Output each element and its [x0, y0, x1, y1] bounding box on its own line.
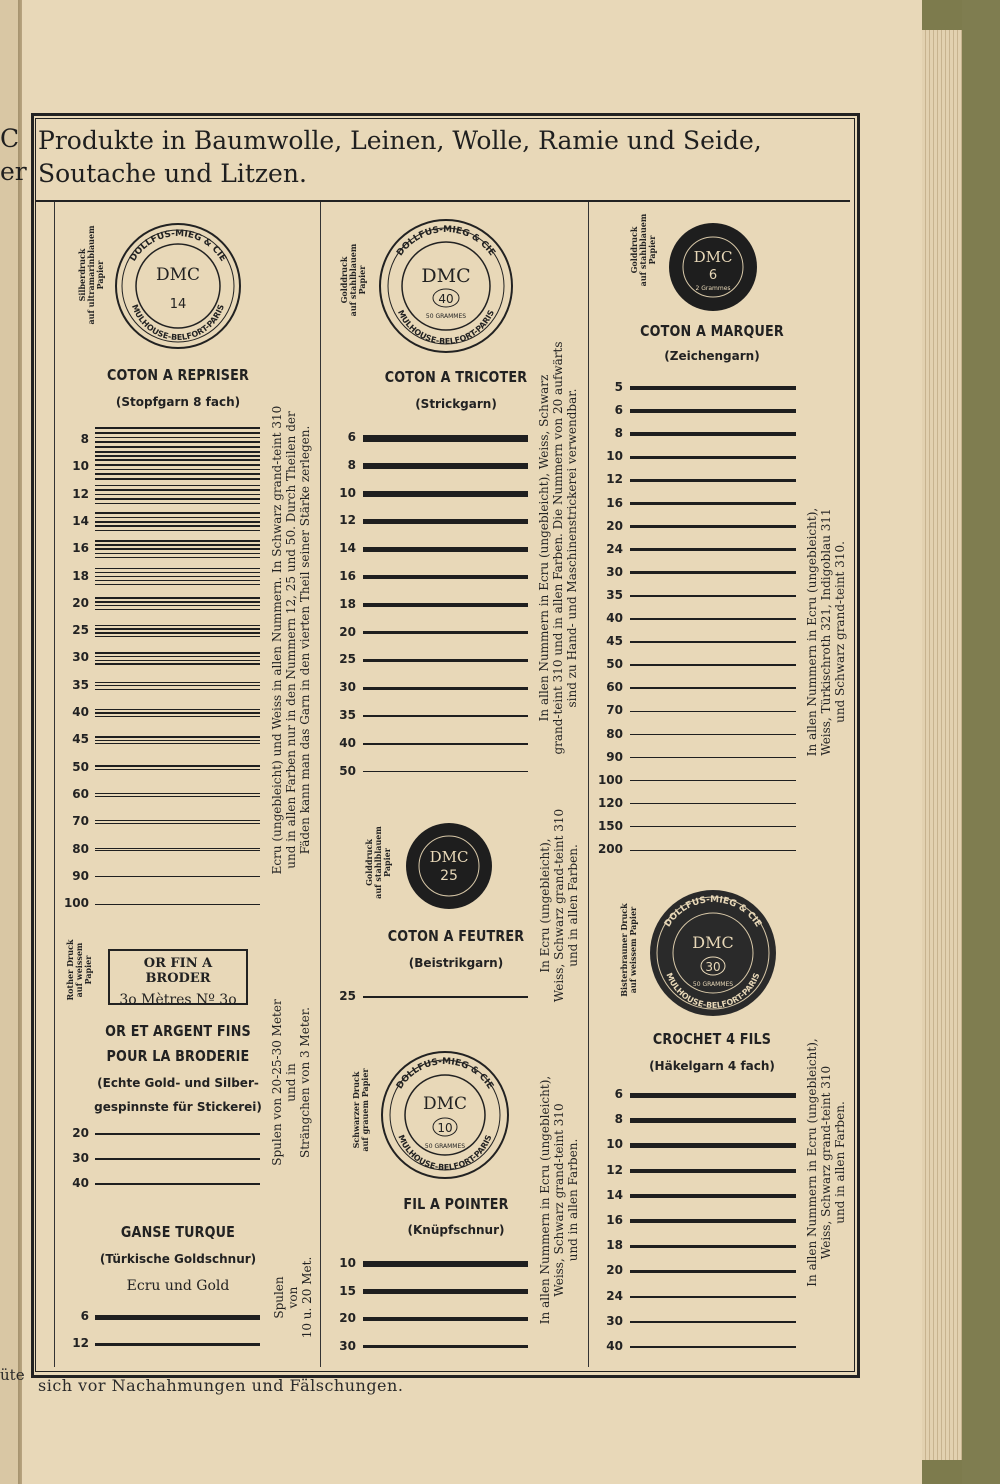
- sample-number: 100: [597, 772, 623, 787]
- note-crochet: In allen Nummern in Ecru (ungebleicht), Weiss, Schwarz grand-teint 310 und in allen Farben.: [805, 1038, 847, 1287]
- seal-coton-a-feutrer: [405, 822, 493, 910]
- thread-sample: [363, 631, 528, 635]
- sample-number: 14: [72, 513, 89, 528]
- thread-sample: [95, 709, 260, 717]
- thread-sample: [95, 427, 260, 453]
- thread-sample: [630, 1321, 796, 1323]
- svg-text:DOLLFUS-MIEG & CIE: DOLLFUS-MIEG & CIE: [395, 224, 497, 259]
- column-rule-left: [54, 202, 55, 1367]
- header-line-1: Produkte in Baumwolle, Leinen, Wolle, Ramie und Seide,: [38, 126, 762, 155]
- header-rule: [35, 200, 850, 202]
- thread-sample: [630, 711, 796, 713]
- label-or-fin-a-broder: OR FIN A BRODER 3o Mètres Nº 3o: [108, 949, 248, 1005]
- sample-number: 10: [606, 449, 623, 464]
- thread-sample: [95, 485, 260, 505]
- sample-number: 35: [339, 708, 356, 722]
- sample-number: 30: [606, 1313, 623, 1328]
- svg-text:DMC: DMC: [155, 265, 201, 285]
- thread-sample: [363, 603, 528, 607]
- thread-sample: [95, 652, 260, 664]
- sample-number: 18: [606, 1238, 623, 1253]
- thread-sample: [95, 1343, 260, 1346]
- sample-number: 80: [606, 726, 623, 741]
- sample-number: 12: [606, 1162, 623, 1177]
- thread-sample: [630, 525, 796, 528]
- seal-coton-a-tricoter: [378, 218, 514, 354]
- page-block-edge: [922, 30, 962, 1460]
- thread-sample: [363, 491, 528, 497]
- column-rule-1: [320, 202, 321, 1367]
- sample-number: 10: [339, 485, 356, 500]
- thread-sample: [95, 1183, 260, 1184]
- note-pointer: In allen Nummern in Ecru (ungebleicht), Weiss, Schwarz grand-teint 310 und in allen Farben.: [538, 1075, 580, 1325]
- title-coton-a-tricoter: COTON A TRICOTER: [384, 368, 528, 386]
- thread-sample: [95, 765, 260, 769]
- sample-number: 70: [72, 814, 89, 829]
- sample-number: 30: [72, 650, 89, 665]
- paper-note-tricoter: Golddruck auf stahlblauem Papier: [339, 243, 367, 317]
- book-cover: [962, 0, 1000, 1484]
- thread-sample: [630, 1245, 796, 1248]
- sample-number: 30: [339, 680, 356, 695]
- sample-number: 90: [606, 749, 623, 764]
- sample-number: 6: [347, 430, 356, 444]
- thread-sample: [630, 803, 796, 804]
- thread-sample: [95, 455, 260, 480]
- thread-sample: [95, 568, 260, 586]
- thread-sample: [630, 1346, 796, 1347]
- thread-sample: [363, 715, 528, 717]
- thread-sample: [363, 1317, 528, 1321]
- page-header: [38, 124, 838, 190]
- sample-number: 20: [72, 595, 89, 610]
- note-tricoter: In allen Nummern in Ecru (ungebleicht), Weiss, Schwarz grand-teint 310 und in allen Farben. Die Nummern von 20 aufwärts sind zu Hand- und Maschinenstrickerei verwendbar.: [537, 341, 579, 755]
- thread-sample: [363, 575, 528, 580]
- sample-number: 16: [72, 541, 89, 556]
- sample-number: 20: [339, 624, 356, 639]
- svg-text:10: 10: [437, 1121, 453, 1135]
- thread-sample: [630, 687, 796, 689]
- sample-number: 12: [339, 513, 356, 528]
- svg-text:DOLLFUS-MIEG & CIE: DOLLFUS-MIEG & CIE: [394, 1056, 496, 1092]
- seal-coton-a-marquer: [668, 222, 758, 312]
- sample-number: 40: [606, 1339, 623, 1353]
- sample-number: 40: [339, 735, 356, 750]
- paper-note-marquer: Golddruck auf stahlblauem Papier: [629, 213, 657, 287]
- title-or-et-argent-1: OR ET ARGENT FINS: [105, 1022, 251, 1040]
- thread-sample: [95, 540, 260, 558]
- svg-text:DMC: DMC: [692, 933, 734, 952]
- svg-text:DOLLFUS-MIEG & CIE: DOLLFUS-MIEG & CIE: [128, 228, 228, 264]
- thread-sample: [95, 904, 260, 905]
- thread-sample: [630, 1093, 796, 1098]
- thread-sample: [630, 1296, 796, 1298]
- thread-sample: [630, 409, 796, 413]
- thread-sample: [363, 435, 528, 442]
- sample-number: 8: [347, 457, 356, 472]
- title-coton-a-marquer: COTON A MARQUER: [640, 322, 784, 340]
- svg-text:DMC: DMC: [429, 848, 469, 866]
- thread-sample: [630, 1143, 796, 1147]
- thread-sample: [630, 664, 796, 666]
- sample-number: 80: [72, 841, 89, 856]
- sample-number: 16: [339, 569, 356, 583]
- sample-number: 14: [339, 541, 356, 556]
- sample-number: 45: [72, 732, 89, 747]
- sample-number: 20: [339, 1311, 356, 1325]
- note-marquer: In allen Nummern in Ecru (ungebleicht), Weiss, Türkischroth 321, Indigoblau 311 und Schwarz grand-teint 310.: [805, 507, 847, 757]
- footer-cut-text: üte: [0, 1366, 25, 1384]
- thread-sample: [363, 687, 528, 690]
- thread-sample: [630, 826, 796, 827]
- thread-sample: [95, 1133, 260, 1134]
- thread-sample: [630, 456, 796, 460]
- thread-sample: [95, 625, 260, 638]
- sample-number: 60: [72, 786, 89, 801]
- thread-sample: [363, 743, 528, 745]
- thread-sample: [363, 1345, 528, 1348]
- footer-text: sich vor Nachahmungen und Fälschungen.: [38, 1376, 404, 1395]
- subtitle-zeichengarn: (Zeichengarn): [664, 349, 760, 363]
- previous-page-edge: [0, 0, 22, 1484]
- svg-text:50 GRAMMES: 50 GRAMMES: [692, 981, 734, 988]
- thread-sample: [630, 757, 796, 758]
- sample-number: 8: [614, 426, 623, 441]
- svg-text:6: 6: [708, 268, 718, 283]
- svg-text:MULHOUSE-BELFORT-PARIS: MULHOUSE-BELFORT-PARIS: [129, 303, 226, 343]
- ganse-colors: Ecru und Gold: [126, 1278, 230, 1294]
- header-line-2: Soutache und Litzen.: [38, 159, 307, 188]
- sample-number: 12: [72, 1336, 89, 1350]
- sample-number: 70: [606, 703, 623, 718]
- sample-number: 60: [606, 680, 623, 695]
- subtitle-knuepfschnur: (Knüpfschnur): [407, 1223, 505, 1237]
- paper-note-crochet: Bisterbrauner Druck auf weissem Papier: [619, 903, 638, 997]
- title-coton-a-feutrer: COTON A FEUTRER: [387, 927, 525, 945]
- sample-number: 12: [72, 486, 89, 501]
- thread-sample: [95, 597, 260, 610]
- sample-number: 200: [597, 842, 623, 856]
- sample-number: 150: [597, 818, 623, 833]
- thread-sample: [363, 1261, 528, 1267]
- title-coton-a-repriser: COTON A REPRISER: [106, 366, 250, 384]
- svg-text:DMC: DMC: [421, 265, 471, 287]
- thread-sample: [363, 1289, 528, 1294]
- subtitle-gold-2: gespinnste für Stickerei): [94, 1100, 262, 1114]
- cut-text-1: C: [0, 124, 20, 153]
- thread-sample: [95, 512, 260, 531]
- sample-number: 10: [339, 1256, 356, 1270]
- thread-sample: [630, 595, 796, 598]
- thread-sample: [95, 848, 260, 852]
- thread-sample: [630, 1118, 796, 1123]
- sample-number: 10: [72, 459, 89, 474]
- sample-number: 25: [72, 623, 89, 638]
- subtitle-ganse: (Türkische Goldschnur): [99, 1252, 257, 1266]
- note-ganse: Spulen von 10 u. 20 Met.: [272, 1256, 314, 1339]
- sample-number: 100: [63, 896, 89, 911]
- sample-number: 20: [72, 1126, 89, 1140]
- sample-number: 24: [606, 1288, 623, 1303]
- svg-text:MULHOUSE-BELFORT-PARIS: MULHOUSE-BELFORT-PARIS: [664, 971, 762, 1011]
- thread-sample: [95, 1315, 260, 1320]
- thread-sample: [95, 876, 260, 877]
- paper-note-repriser: Silberdruck auf ultramarinblauem Papier: [77, 225, 105, 325]
- svg-text:MULHOUSE-BELFORT-PARIS: MULHOUSE-BELFORT-PARIS: [396, 1133, 494, 1173]
- svg-text:40: 40: [438, 292, 454, 306]
- subtitle-stopfgarn: (Stopfgarn 8 fach): [115, 395, 241, 409]
- paper-note-feutrer: Golddruck auf stahlblauem Papier: [364, 826, 392, 899]
- thread-sample: [363, 519, 528, 525]
- thread-sample: [630, 1194, 796, 1198]
- thread-sample: [95, 820, 260, 824]
- sample-number: 30: [339, 1338, 356, 1353]
- thread-sample: [630, 571, 796, 574]
- sample-number: 20: [606, 1263, 623, 1278]
- cut-text-2: er: [0, 157, 27, 186]
- subtitle-beistrikgarn: (Beistrikgarn): [408, 956, 504, 970]
- thread-sample: [630, 1270, 796, 1272]
- svg-text:50 GRAMMES: 50 GRAMMES: [424, 1143, 466, 1150]
- sample-number: 8: [80, 432, 89, 446]
- svg-text:MULHOUSE-BELFORT-PARIS: MULHOUSE-BELFORT-PARIS: [395, 308, 497, 347]
- thread-sample: [95, 682, 260, 690]
- thread-sample: [95, 736, 260, 744]
- sample-number: 45: [606, 634, 623, 649]
- sample-number: 90: [72, 868, 89, 883]
- sample-number: 16: [606, 495, 623, 510]
- svg-text:14: 14: [169, 297, 187, 312]
- sample-number: 12: [606, 472, 623, 487]
- title-ganse-turque: GANSE TURQUE: [120, 1223, 236, 1241]
- sample-number: 25: [339, 652, 356, 667]
- svg-text:30: 30: [705, 960, 721, 974]
- paper-note-pointer: Schwarzer Druck auf grauem Papier: [351, 1068, 370, 1152]
- sample-number: 6: [614, 1087, 623, 1101]
- thread-sample: [630, 780, 796, 781]
- thread-sample: [363, 463, 528, 470]
- note-feutrer: In Ecru (ungebleicht), Weiss, Schwarz grand-teint 310 und in allen Farben.: [538, 808, 580, 1003]
- column-rule-2: [588, 202, 589, 1367]
- svg-text:DMC: DMC: [693, 248, 733, 266]
- thread-sample: [630, 432, 796, 436]
- thread-sample: [630, 479, 796, 482]
- thread-sample: [630, 502, 796, 505]
- paper-note-or: Rother Druck auf weissem Papier: [65, 939, 93, 1001]
- sample-number: 50: [339, 763, 356, 778]
- svg-text:25: 25: [440, 868, 458, 884]
- title-crochet-4-fils: CROCHET 4 FILS: [652, 1030, 772, 1048]
- sample-number: 16: [606, 1213, 623, 1227]
- seal-coton-a-repriser: [114, 222, 242, 350]
- sample-number: 18: [339, 596, 356, 611]
- sample-number: 35: [72, 677, 89, 692]
- thread-sample: [630, 1219, 796, 1222]
- sample-number: 30: [72, 1151, 89, 1165]
- sample-number: 40: [606, 611, 623, 625]
- sample-number: 24: [606, 541, 623, 556]
- seal-fil-a-pointer: [380, 1050, 510, 1180]
- thread-sample: [630, 386, 796, 390]
- subtitle-gold-1: (Echte Gold- und Silber-: [97, 1076, 259, 1090]
- sample-number: 10: [606, 1137, 623, 1152]
- svg-text:2 Grammes: 2 Grammes: [695, 285, 731, 292]
- thread-sample: [630, 734, 796, 736]
- sample-number: 50: [606, 657, 623, 672]
- sample-number: 30: [606, 564, 623, 579]
- thread-sample: [363, 659, 528, 662]
- sample-number: 20: [606, 518, 623, 533]
- thread-sample: [95, 1158, 260, 1159]
- note-or: Spulen von 20-25-30 Meter und in Strängchen von 3 Meter.: [270, 999, 312, 1166]
- thread-sample: [630, 641, 796, 643]
- sample-number: 40: [72, 1176, 89, 1190]
- sample-number: 18: [72, 568, 89, 583]
- sample-number: 5: [614, 380, 623, 394]
- sample-number: 25: [339, 989, 356, 1003]
- sample-number: 50: [72, 759, 89, 774]
- sample-number: 14: [606, 1187, 623, 1202]
- sample-number: 15: [339, 1283, 356, 1298]
- thread-sample: [363, 547, 528, 552]
- thread-sample: [363, 996, 528, 997]
- thread-sample: [630, 1169, 796, 1173]
- sample-number: 6: [80, 1309, 89, 1323]
- sample-number: 35: [606, 587, 623, 602]
- title-fil-a-pointer: FIL A POINTER: [403, 1195, 509, 1213]
- note-repriser: Ecru (ungebleicht) und Weiss in allen Nummern. In Schwarz grand-teint 310 und in allen Farben nur in den Nummern 12, 25 und 50. Durch Theilen der Fäden kann man das Garn in den vierten Theil seiner Stärke zerlegen.: [270, 405, 312, 875]
- svg-text:DOLLFUS-MIEG & CIE: DOLLFUS-MIEG & CIE: [662, 894, 764, 930]
- svg-text:50 GRAMMES: 50 GRAMMES: [425, 313, 467, 320]
- seal-crochet-4-fils: [648, 888, 778, 1018]
- thread-sample: [630, 618, 796, 620]
- title-or-et-argent-2: POUR LA BRODERIE: [106, 1047, 250, 1065]
- sample-number: 120: [597, 795, 623, 810]
- thread-sample: [95, 793, 260, 797]
- sample-number: 40: [72, 705, 89, 719]
- thread-sample: [363, 771, 528, 772]
- subtitle-haekelgarn: (Häkelgarn 4 fach): [649, 1059, 775, 1073]
- thread-sample: [630, 548, 796, 551]
- sample-number: 8: [614, 1112, 623, 1127]
- subtitle-strickgarn: (Strickgarn): [415, 397, 497, 411]
- thread-sample: [630, 850, 796, 851]
- svg-text:DMC: DMC: [422, 1094, 468, 1114]
- sample-number: 6: [614, 403, 623, 418]
